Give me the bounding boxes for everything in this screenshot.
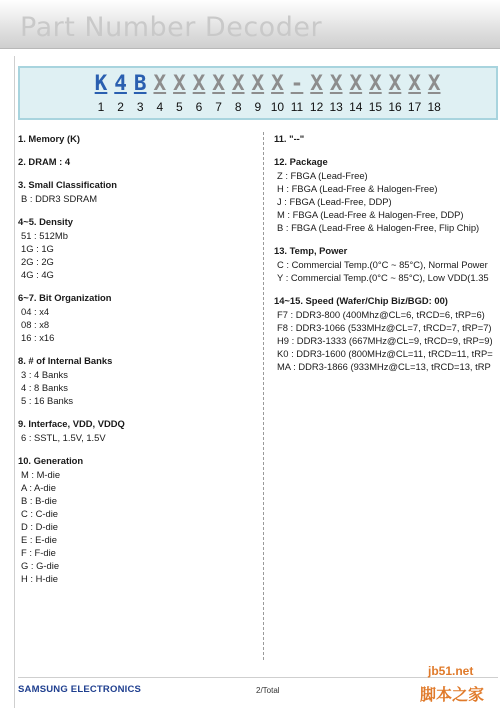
position-number: 12: [309, 100, 324, 114]
header-bar: [0, 0, 500, 49]
position-number: 4: [156, 100, 164, 114]
section-title: 6~7. Bit Organization: [18, 292, 112, 303]
footer-rule: [18, 677, 498, 678]
section-item: M : M-die: [21, 469, 61, 480]
watermark-url: jb51.net: [428, 664, 474, 678]
section-title: 13. Temp, Power: [274, 245, 348, 256]
page-title: Part Number Decoder: [20, 12, 323, 43]
code-char: 4: [114, 71, 127, 95]
position-number: 11: [290, 100, 304, 114]
section-item: H : H-die: [21, 573, 58, 584]
code-char: X: [231, 71, 245, 95]
decoder-section: [18, 417, 258, 444]
section-item: C : Commercial Temp.(0°C ~ 85°C), Normal Power: [277, 259, 488, 270]
position-number: 14: [349, 100, 363, 114]
section-title: 1. Memory (K): [18, 133, 80, 144]
position-number: 17: [407, 100, 422, 114]
position-number: 2: [117, 100, 124, 114]
section-title: 12. Package: [274, 156, 328, 167]
section-item: F7 : DDR3-800 (400Mhz@CL=6, tRCD=6, tRP=6): [277, 309, 485, 320]
section-title: 9. Interface, VDD, VDDQ: [18, 418, 125, 429]
position-number: 1: [97, 100, 105, 114]
section-item: B : FBGA (Lead-Free & Halogen-Free, Flip Chip): [277, 222, 480, 233]
position-number: 7: [215, 100, 222, 114]
section-item: MA : DDR3-1866 (933MHz@CL=13, tRCD=13, tRP: [277, 361, 491, 372]
section-title: 10. Generation: [18, 455, 84, 466]
decoder-section: [274, 132, 500, 145]
section-item: 3 : 4 Banks: [21, 369, 68, 380]
right-column: [274, 132, 500, 383]
position-number: 5: [176, 100, 183, 114]
section-title: 4~5. Density: [18, 216, 73, 227]
section-item: B : DDR3 SDRAM: [21, 193, 98, 204]
section-item: G : G-die: [21, 560, 60, 571]
position-number: 8: [234, 100, 242, 114]
code-char: X: [388, 71, 402, 95]
section-item: D : D-die: [21, 521, 58, 532]
section-item: H : FBGA (Lead-Free & Halogen-Free): [277, 183, 438, 194]
decoder-section: [18, 291, 258, 344]
code-char: X: [173, 71, 186, 95]
page-number: 2/Total: [256, 686, 280, 695]
decoder-section: [274, 294, 500, 373]
decoder-section: [18, 132, 258, 145]
section-item: 2G : 2G: [21, 256, 54, 267]
code-char: X: [427, 71, 441, 95]
decoder-section: [18, 354, 258, 407]
section-item: 08 : x8: [21, 319, 50, 330]
code-char: X: [310, 71, 323, 95]
decoder-section: [18, 215, 258, 281]
section-item: 6 : SSTL, 1.5V, 1.5V: [21, 432, 106, 443]
position-number: 18: [427, 100, 441, 114]
section-title: 11. "--": [274, 133, 305, 144]
code-char: X: [329, 71, 343, 95]
section-item: C : C-die: [21, 508, 58, 519]
position-number: 15: [368, 100, 383, 114]
section-title: 8. # of Internal Banks: [18, 355, 113, 366]
code-char: X: [349, 71, 363, 95]
position-number: 13: [329, 100, 343, 114]
column-divider: [263, 132, 264, 660]
section-title: 2. DRAM : 4: [18, 156, 71, 167]
left-column: [18, 132, 258, 595]
section-item: H9 : DDR3-1333 (667MHz@CL=9, tRCD=9, tRP=9): [277, 335, 493, 346]
section-item: B : B-die: [21, 495, 57, 506]
decoder-section: [18, 178, 258, 205]
section-item: 16 : x16: [21, 332, 55, 343]
section-item: K0 : DDR3-1600 (800MHz@CL=11, tRCD=11, tRP=: [277, 348, 493, 359]
section-item: F : F-die: [21, 547, 56, 558]
section-item: A : A-die: [21, 482, 56, 493]
section-item: 51 : 512Mb: [21, 230, 68, 241]
decoder-section: [274, 155, 500, 234]
position-number: 9: [254, 100, 262, 114]
section-item: 1G : 1G: [21, 243, 54, 254]
section-item: M : FBGA (Lead-Free & Halogen-Free, DDP): [277, 209, 464, 220]
decoder-section: [18, 454, 258, 585]
code-char: X: [408, 71, 421, 95]
code-char: X: [271, 71, 284, 95]
code-char: -: [290, 71, 304, 95]
code-char: K: [94, 71, 108, 95]
code-char: X: [212, 71, 225, 95]
section-item: E : E-die: [21, 534, 57, 545]
brand-logo: SAMSUNG ELECTRONICS: [18, 684, 142, 695]
position-number: 6: [195, 100, 203, 114]
section-title: 14~15. Speed (Wafer/Chip Biz/BGD: 00): [274, 295, 448, 306]
section-item: 4G : 4G: [21, 269, 54, 280]
position-number: 3: [136, 100, 144, 114]
section-item: J : FBGA (Lead-Free, DDP): [277, 196, 392, 207]
section-item: 4 : 8 Banks: [21, 382, 68, 393]
code-char: X: [192, 71, 206, 95]
section-item: 5 : 16 Banks: [21, 395, 74, 406]
decoder-section: [18, 155, 258, 168]
watermark-text: 脚本之家: [420, 687, 485, 704]
decoder-section: [274, 244, 500, 284]
code-char: X: [153, 71, 167, 95]
position-number: 16: [388, 100, 402, 114]
section-item: Y : Commercial Temp.(0°C ~ 85°C), Low VDD(1.35: [277, 272, 489, 283]
section-item: Z : FBGA (Lead-Free): [277, 170, 368, 181]
code-char: B: [133, 71, 147, 95]
section-item: F8 : DDR3-1066 (533MHz@CL=7, tRCD=7, tRP=7): [277, 322, 492, 333]
section-item: 04 : x4: [21, 306, 50, 317]
code-char: X: [369, 71, 382, 95]
section-title: 3. Small Classification: [18, 179, 117, 190]
code-char: X: [251, 71, 265, 95]
position-number: 10: [270, 100, 285, 114]
